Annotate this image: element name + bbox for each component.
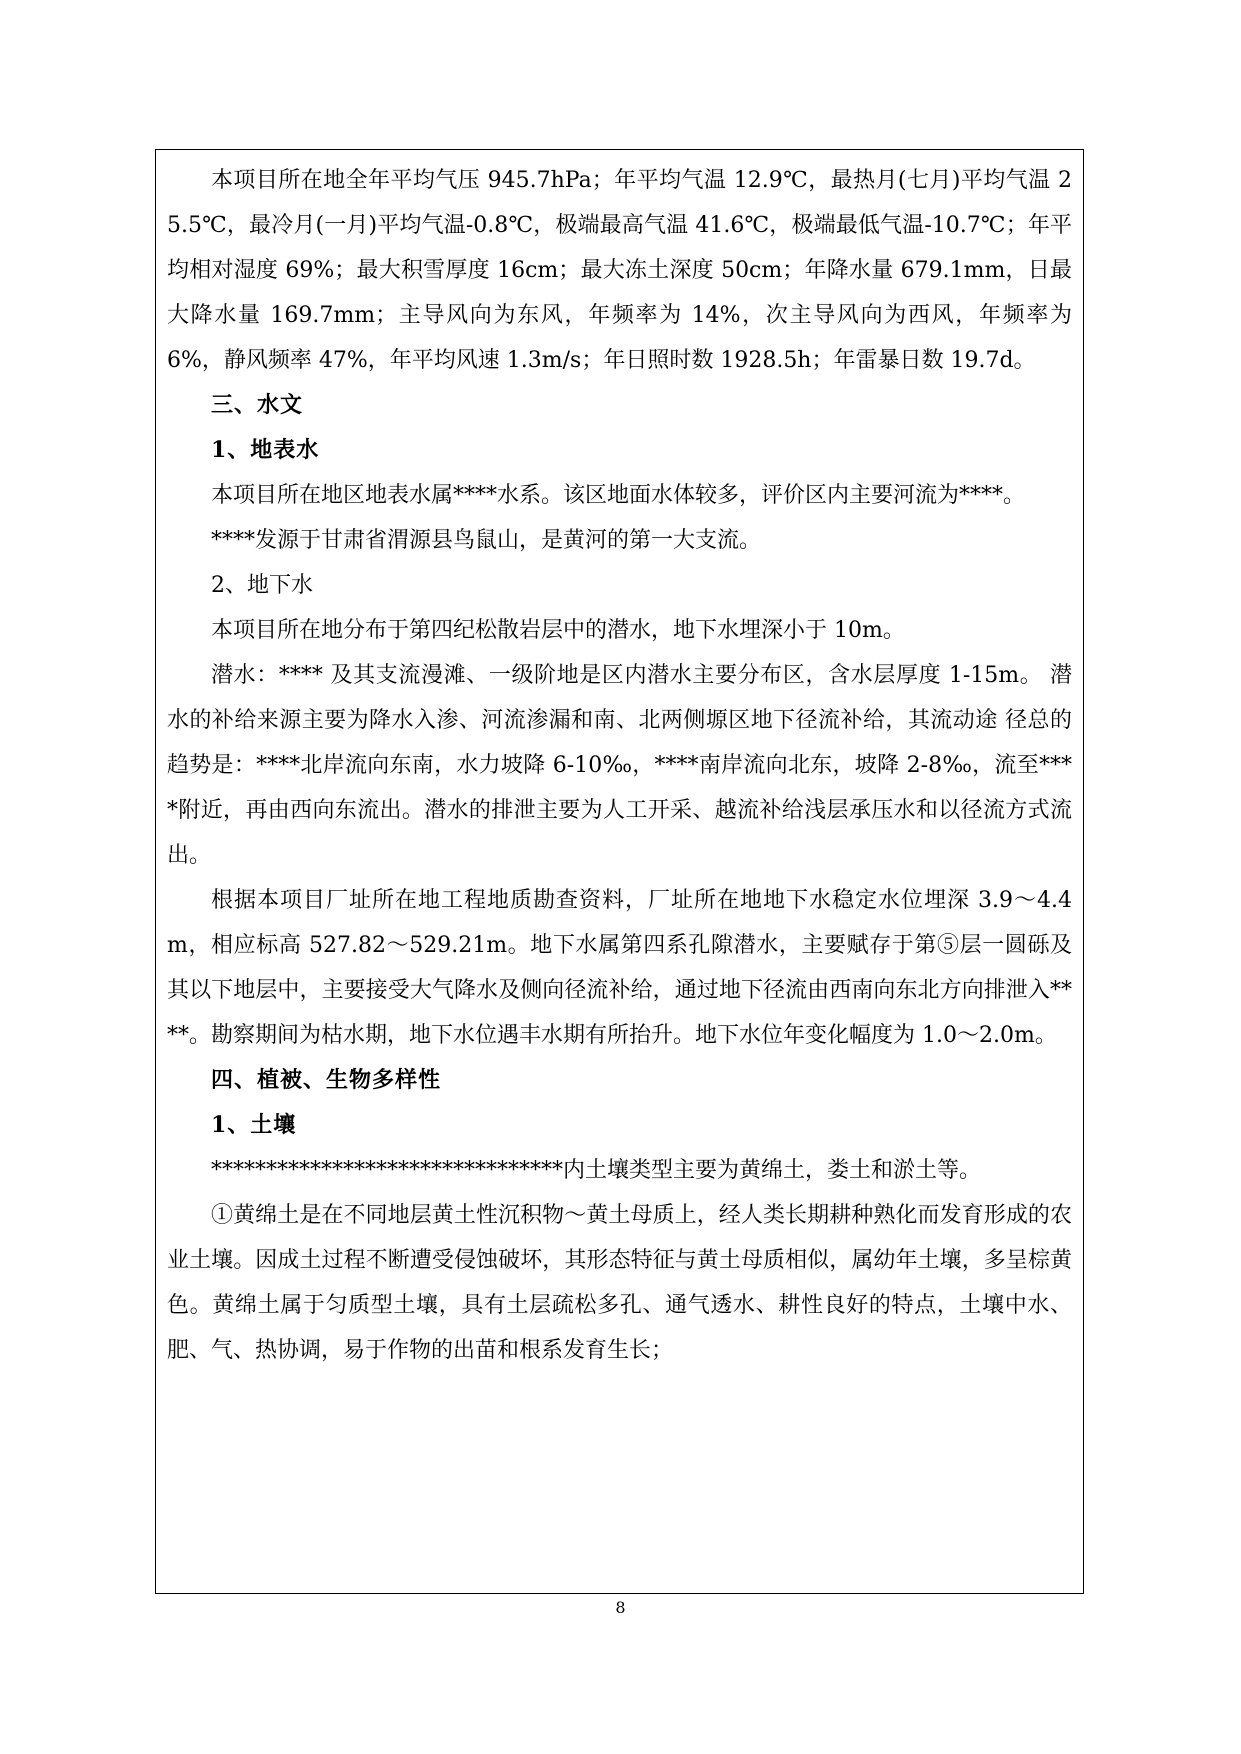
heading-surface-water: 1、地表水: [211, 437, 320, 463]
heading-vegetation: 四、植被、生物多样性: [211, 1067, 442, 1093]
paragraph-groundwater: 本项目所在地分布于第四纪松散岩层中的潜水，地下水埋深小于 10m。: [211, 618, 905, 643]
page-number: 8: [615, 1598, 626, 1617]
paragraph-climate: 本项目所在地全年平均气压 945.7hPa；年平均气温 12.9℃，最热月(七月)平均气温 25.5℃，最冷月(一月)平均气温-0.8℃，极端最高气温 41.6℃，极端最低气温-10.7℃；年平均相对湿度 69%；最大积雪厚度 16cm；最大冻土深度 50cm；年降水量 679.1mm，日最大降水量 169.7mm；主导风向为东风，年频率为 14%，次主导风向为西风，年频率为 6%，静风频率 47%，年平均风速 1.3m/s；年日照时数 1928.5h；年雷暴日数 19.7d。: [167, 168, 1072, 373]
paragraph-geology-survey: 根据本项目厂址所在地工程地质勘查资料，厂址所在地地下水稳定水位埋深 3.9～4.4m，相应标高 527.82～529.21m。地下水属第四系孔隙潜水，主要赋存于第⑤层一圆砾及其以下地层中，主要接受大气降水及侧向径流补给，通过地下径流由西南向东北方向排泄入****。勘察期间为枯水期，地下水位遇丰水期有所抬升。地下水位年变化幅度为 1.0～2.0m。: [167, 888, 1072, 1048]
paragraph-river-source: ****发源于甘肃省渭源县鸟鼠山，是黄河的第一大支流。: [211, 528, 762, 553]
heading-groundwater: 2、地下水: [211, 573, 313, 598]
paragraph-phreatic-water: 潜水：**** 及其支流漫滩、一级阶地是区内潜水主要分布区，含水层厚度 1-15m。 潜水的补给来源主要为降水入渗、河流渗漏和南、北两侧塬区地下径流补给，其流动途 径总的趋势是：****北岸流向东南，水力坡降 6-10‰，****南岸流向北东，坡降 2-8‰，流至****附近，再由西向东流出。潜水的排泄主要为人工开采、越流补给浅层承压水和以径流方式流出。: [167, 663, 1072, 868]
paragraph-soil-types: ********************************内土壤类型主要为黄绵土，娄土和淤土等。: [211, 1158, 982, 1183]
document-body: [156, 150, 1083, 1373]
heading-soil: 1、土壤: [211, 1112, 297, 1138]
paragraph-loess-soil: ①黄绵土是在不同地层黄土性沉积物～黄土母质上，经人类长期耕种熟化而发育形成的农业土壤。因成土过程不断遭受侵蚀破坏，其形态特征与黄土母质相似，属幼年土壤，多呈棕黄色。黄绵土属于匀质型土壤，具有土层疏松多孔、通气透水、耕性良好的特点，土壤中水、肥、气、热协调，易于作物的出苗和根系发育生长；: [167, 1203, 1072, 1363]
paragraph-surface-water: 本项目所在地区地表水属****水系。该区地面水体较多，评价区内主要河流为****。: [211, 483, 1026, 508]
content-frame: [155, 149, 1084, 1594]
heading-hydrology: 三、水文: [211, 392, 304, 418]
